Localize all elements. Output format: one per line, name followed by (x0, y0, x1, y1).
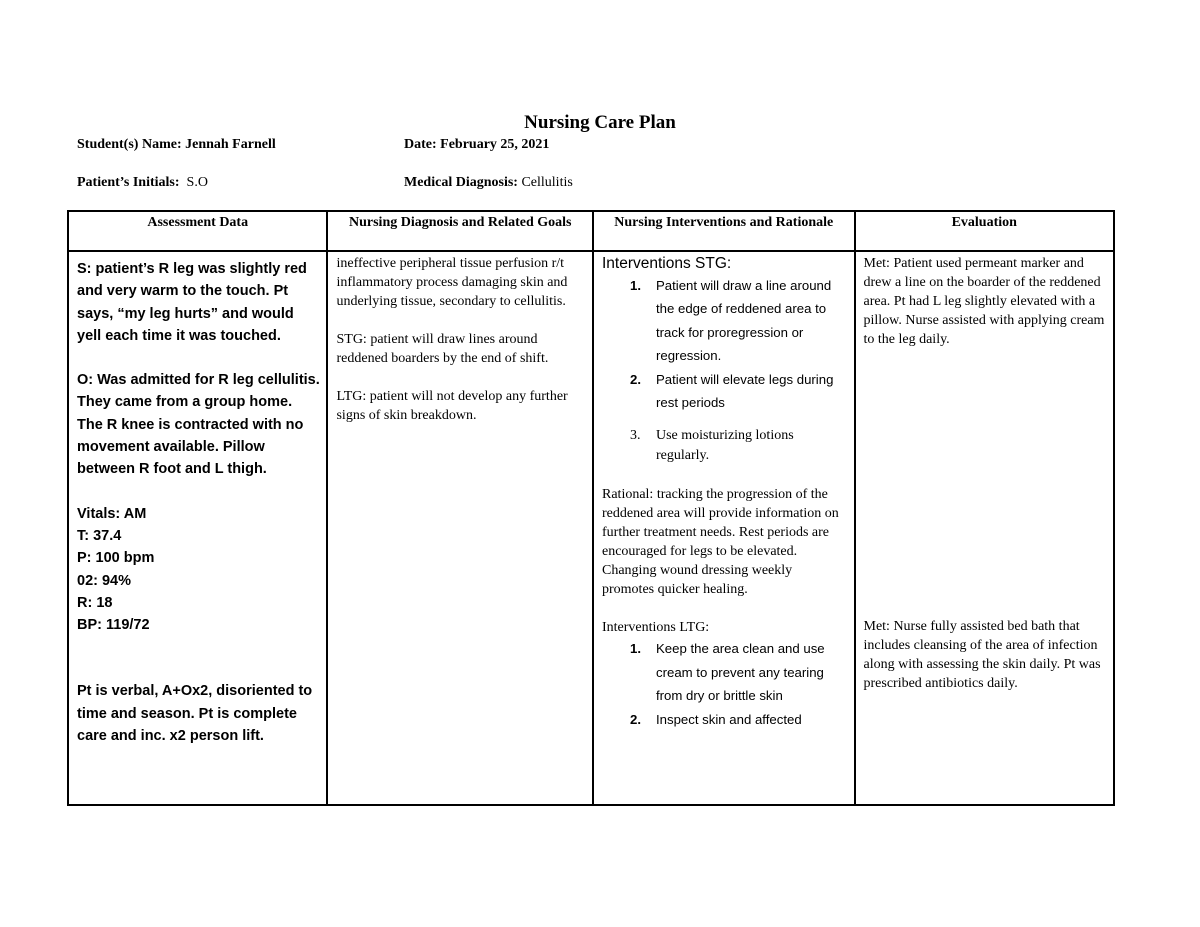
patient-status: Pt is verbal, A+Ox2, disoriented to time and season. Pt is complete care and inc. x2 person lift. (77, 683, 313, 745)
vital-temperature: T: 37.4 (77, 527, 122, 544)
diagnosis-cell (327, 251, 593, 805)
interventions-stg-heading: Interventions STG: (602, 255, 732, 272)
medical-diagnosis: Medical Diagnosis: Cellulitis (404, 175, 573, 190)
interventions-cell (593, 251, 855, 805)
objective-data: O: Was admitted for R leg cellulitis. They came from a group home. The R knee is contracted with no movement available. Pillow between R foot and L thigh. (77, 372, 320, 478)
vital-respiration: R: 18 (77, 594, 113, 611)
date: Date: February 25, 2021 (404, 137, 550, 152)
vital-blood-pressure: BP: 119/72 (77, 617, 150, 634)
student-name: Student(s) Name: Jennah Farnell (77, 137, 276, 152)
table-header-row (68, 211, 1114, 251)
assessment-cell (68, 251, 327, 805)
vital-oxygen: 02: 94% (77, 572, 132, 589)
short-term-goal: STG: patient will draw lines around reddened boarders by the end of shift. (336, 332, 549, 366)
patient-initials: Patient’s Initials: S.O (77, 175, 208, 190)
list-item: 3. Use moisturizing lotions regularly. (630, 428, 794, 464)
header-diagnosis: Nursing Diagnosis and Related Goals (327, 211, 593, 251)
list-item: 1. Keep the area clean and use cream to prevent any tearing from dry or brittle skin (630, 641, 825, 704)
nursing-diagnosis: ineffective peripheral tissue perfusion r/t inflammatory process damaging skin and underlying tissue, secondary to cellulitis. (336, 256, 568, 309)
ltg-intervention-list (602, 637, 848, 731)
list-item: 1. Patient will draw a line around the edge of reddened area to track for proregression or regression. (630, 278, 832, 364)
header-evaluation: Evaluation (855, 211, 1115, 251)
header-assessment: Assessment Data (68, 211, 327, 251)
list-item: 2. Inspect skin and affected (630, 711, 802, 727)
medical-diagnosis-value: Cellulitis (521, 175, 573, 190)
subjective-data: S: patient’s R leg was slightly red and very warm to the touch. Pt says, “my leg hurts” and would yell each time it was touched. (77, 261, 307, 344)
header-interventions: Nursing Interventions and Rationale (593, 211, 855, 251)
vital-pulse: P: 100 bpm (77, 550, 155, 567)
evaluation-cell (855, 251, 1115, 805)
long-term-goal: LTG: patient will not develop any further signs of skin breakdown. (336, 389, 568, 423)
evaluation-stg: Met: Patient used permeant marker and drew a line on the boarder of the reddened area. Pt had L leg slightly elevated with a pillow. Nurse assisted with applying cream to the leg daily. (863, 256, 1105, 347)
vitals-heading: Vitals: AM (77, 505, 147, 522)
table-row (68, 251, 1114, 805)
document-title: Nursing Care Plan (524, 112, 676, 133)
patient-initials-value: S.O (186, 175, 208, 190)
interventions-ltg-heading: Interventions LTG: (602, 620, 710, 636)
stg-intervention-list (602, 274, 848, 466)
list-item: 2. Patient will elevate legs during rest periods (630, 371, 834, 411)
rationale: Rational: tracking the progression of the reddened area will provide information on further treatment needs. Rest periods are encouraged for legs to be elevated. Changing wound dressing weekly promotes quicker healing. (602, 487, 839, 598)
care-plan-table (67, 210, 1115, 806)
evaluation-ltg: Met: Nurse fully assisted bed bath that includes cleansing of the area of infection along with assessing the skin daily. Pt was prescribed antibiotics daily. (863, 619, 1101, 691)
